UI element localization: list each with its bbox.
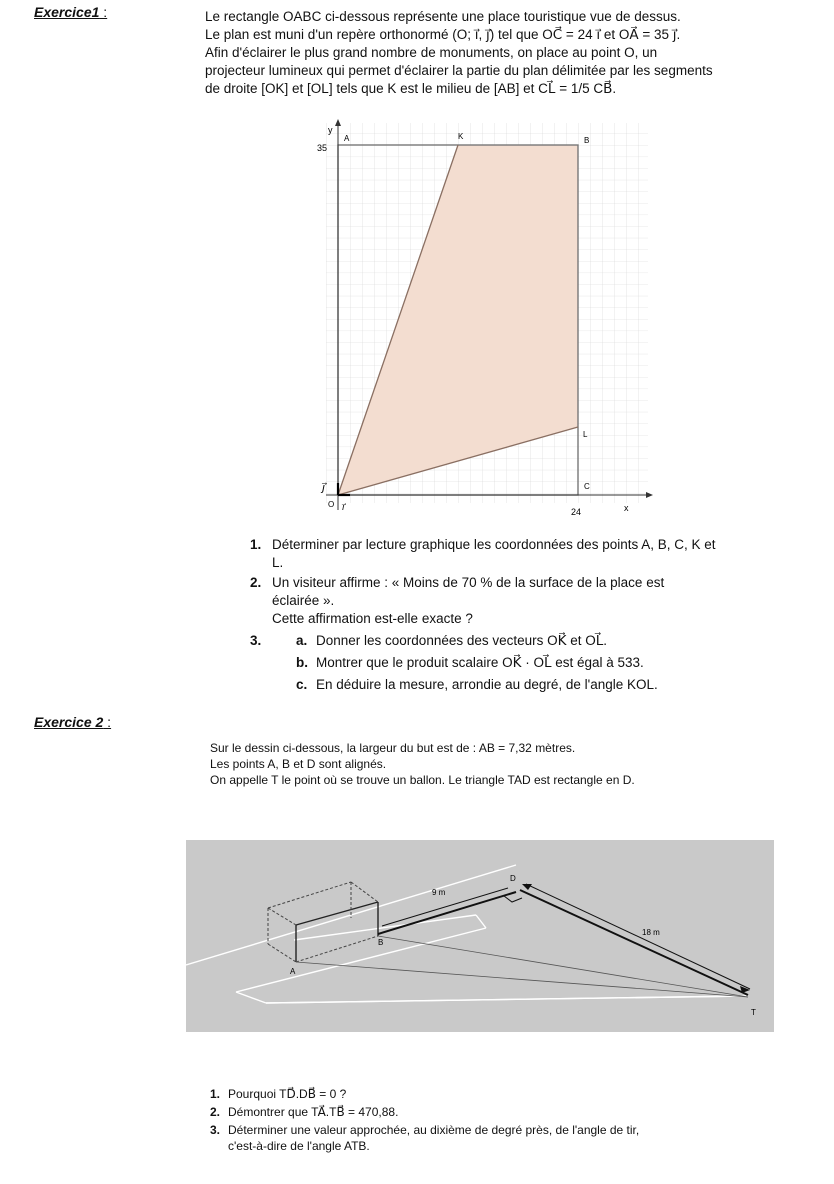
question-1: 1. Déterminer par lecture graphique les coordonnées des points A, B, C, K et	[250, 537, 716, 552]
intro-line: Afin d'éclairer le plus grand nombre de monuments, on place au point O, un	[205, 45, 658, 60]
intro-line: Sur le dessin ci-dessous, la largeur du but est de : AB = 7,32 mètres.	[210, 741, 576, 755]
label-D: D	[510, 874, 516, 883]
intro-line: projecteur lumineux qui permet d'éclairer la partie du plan délimitée par les segments	[205, 63, 713, 78]
question-2-ask: Cette affirmation est-elle exacte ?	[272, 611, 473, 626]
intro-line: Le rectangle OABC ci-dessous représente une place touristique vue de dessus.	[205, 9, 681, 24]
question-3-cont: c'est-à-dire de l'angle ATB.	[228, 1139, 370, 1153]
label-C: C	[584, 482, 590, 491]
question-1: 1. Pourquoi TD⃗.DB⃗ = 0 ?	[210, 1087, 347, 1101]
label-B: B	[378, 938, 384, 947]
label-18m: 18 m	[642, 928, 660, 937]
exercise1-figure	[308, 115, 653, 525]
label-A: A	[344, 134, 350, 143]
label-T: T	[751, 1008, 756, 1017]
exercise2-title: Exercice 2 :	[34, 714, 112, 730]
exercise2-figure	[186, 840, 774, 1032]
intro-line: de droite [OK] et [OL] tels que K est le milieu de [AB] et CL⃗ = 1/5 CB⃗.	[205, 81, 617, 96]
label-35: 35	[317, 143, 328, 153]
intro-line: On appelle T le point où se trouve un ballon. Le triangle TAD est rectangle en D.	[210, 773, 635, 787]
exercise1-title: Exercice1 :	[34, 4, 108, 20]
intro-line: Les points A, B et D sont alignés.	[210, 757, 387, 771]
label-K: K	[458, 132, 464, 141]
intro-line: Le plan est muni d'un repère orthonormé (O; i⃗, j⃗) tel que OC⃗ = 24 i⃗ et OA⃗ = 35 j⃗.	[205, 27, 681, 42]
question-3: 3. Déterminer une valeur approchée, au dixième de degré près, de l'angle de tir,	[210, 1123, 640, 1137]
exercise1-intro	[205, 8, 805, 98]
exercise2-questions	[210, 1086, 810, 1154]
label-O: O	[328, 500, 335, 509]
label-y: y	[328, 125, 333, 135]
label-9m: 9 m	[432, 888, 446, 897]
label-B: B	[584, 136, 590, 145]
exercise1-questions	[250, 536, 810, 694]
question-2: 2. Un visiteur affirme : « Moins de 70 % de la surface de la place est	[250, 575, 665, 590]
question-3a: 3. a. Donner les coordonnées des vecteurs OK⃗ et OL⃗.	[250, 633, 608, 648]
y-axis-arrow	[335, 119, 341, 126]
label-j: j⃗	[322, 482, 326, 494]
question-3b: b. Montrer que le produit scalaire OK⃗ · OL⃗ est égal à 533.	[296, 655, 644, 670]
exercise2-intro	[210, 740, 810, 788]
label-i: i⃗	[342, 502, 345, 512]
question-1-cont: L.	[272, 555, 284, 570]
label-x: x	[624, 503, 629, 513]
question-3c: c. En déduire la mesure, arrondie au degré, de l'angle KOL.	[296, 677, 658, 692]
label-24: 24	[571, 507, 582, 517]
x-axis-arrow	[646, 492, 653, 498]
question-2: 2. Démontrer que TA⃗.TB⃗ = 470,88.	[210, 1105, 399, 1119]
label-L: L	[583, 430, 588, 439]
question-2-cont: éclairée ».	[272, 593, 335, 608]
label-A: A	[290, 967, 296, 976]
